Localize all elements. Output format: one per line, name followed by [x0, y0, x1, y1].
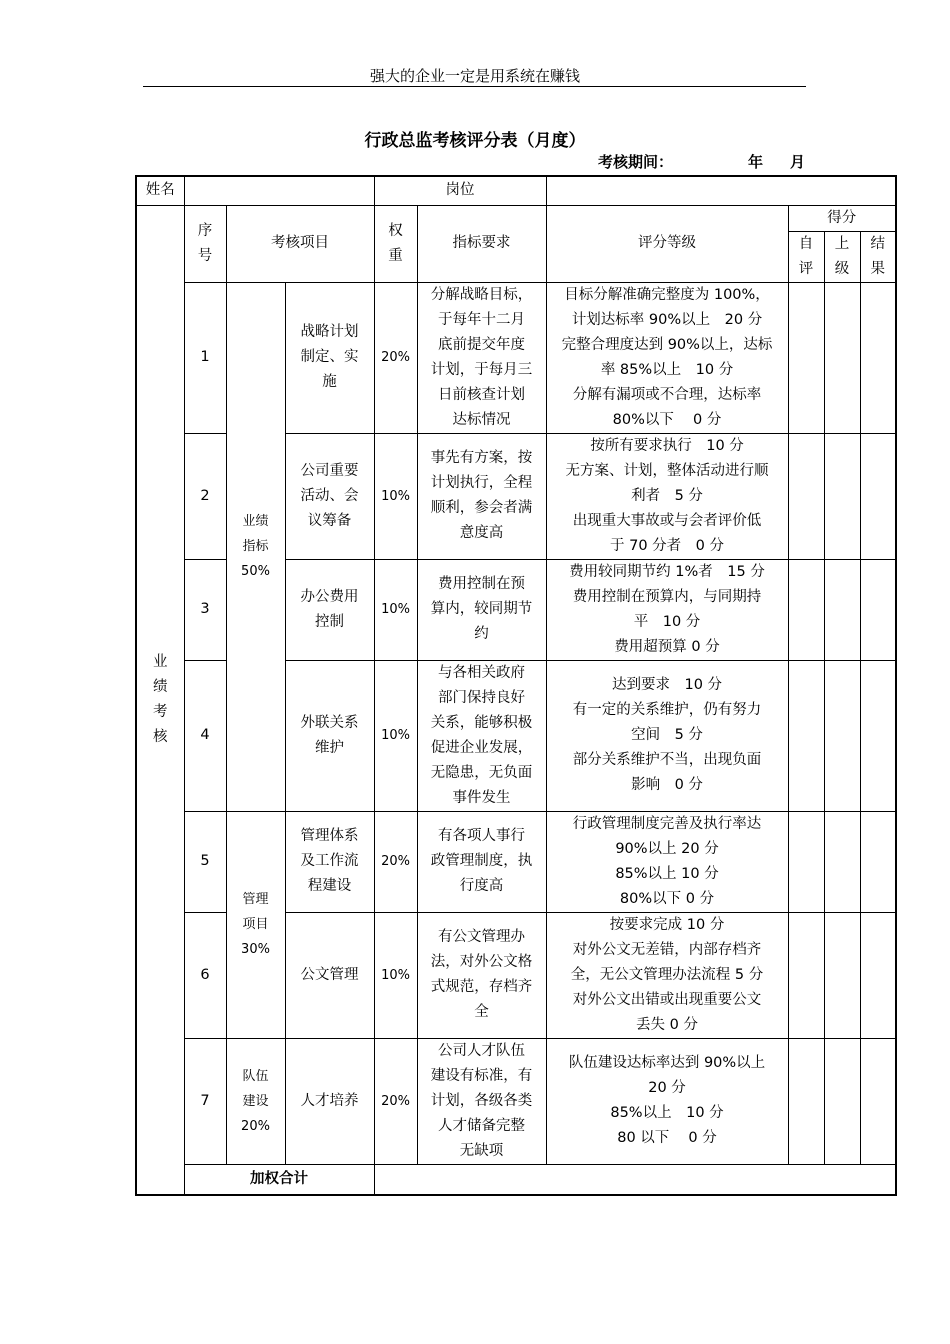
- row-grading: 目标分解准确完整度为 100%， 计划达标率 90%以上 20 分 完整合理度达到 90%以上，达标 率 85%以上 10 分 分解有漏项或不合理，达标率 80%以下 0 分: [546, 282, 788, 433]
- row-seq: 5: [184, 811, 226, 912]
- self-score-cell[interactable]: [788, 811, 824, 912]
- column-header-self: 自 评: [788, 231, 824, 282]
- info-row: [136, 176, 896, 205]
- column-header-item: 考核项目: [226, 205, 374, 282]
- row-grading: 费用较同期节约 1%者 15 分 费用控制在预算内，与同期持 平 10 分 费用超预算 0 分: [546, 559, 788, 660]
- period-year: 年: [748, 153, 764, 171]
- self-score-cell[interactable]: [788, 433, 824, 559]
- total-row: [136, 1164, 896, 1195]
- row-requirement: 与各相关政府 部门保持良好 关系，能够积极 促进企业发展， 无隐患，无负面 事件发生: [417, 660, 546, 811]
- row-weight: 10%: [374, 912, 417, 1038]
- row-item: 外联关系 维护: [285, 660, 374, 811]
- superior-score-cell[interactable]: [824, 282, 860, 433]
- column-header-requirement: 指标要求: [417, 205, 546, 282]
- row-requirement: 分解战略目标， 于每年十二月 底前提交年度 计划，于每月三 日前核查计划 达标情况: [417, 282, 546, 433]
- self-score-cell[interactable]: [788, 1038, 824, 1164]
- row-seq: 4: [184, 660, 226, 811]
- period-label: 考核期间：: [598, 153, 674, 171]
- row-item: 办公费用 控制: [285, 559, 374, 660]
- result-score-cell[interactable]: [860, 1038, 896, 1164]
- page-header-text: 强大的企业一定是用系统在赚钱: [369, 67, 580, 85]
- column-header-weight: 权 重: [374, 205, 417, 282]
- row-weight: 10%: [374, 433, 417, 559]
- superior-score-cell[interactable]: [824, 912, 860, 1038]
- row-grading: 按要求完成 10 分 对外公文无差错，内部存档齐 全，无公文管理办法流程 5 分 对外公文出错或出现重要公文 丢失 0 分: [546, 912, 788, 1038]
- row-requirement: 有公文管理办 法，对外公文格 式规范，存档齐 全: [417, 912, 546, 1038]
- column-header-score: 得分: [788, 205, 896, 231]
- table-row: [136, 1038, 896, 1164]
- table-row: [136, 282, 896, 433]
- superior-score-cell[interactable]: [824, 811, 860, 912]
- row-item: 公司重要 活动、会 议筹备: [285, 433, 374, 559]
- row-seq: 3: [184, 559, 226, 660]
- total-value-cell[interactable]: [374, 1164, 896, 1195]
- column-header-grading: 评分等级: [546, 205, 788, 282]
- evaluation-table: [135, 175, 897, 1196]
- post-value: [546, 176, 896, 205]
- document-title: 行政总监考核评分表（月度）: [364, 131, 586, 151]
- post-label: 岗位: [374, 176, 546, 205]
- row-seq: 2: [184, 433, 226, 559]
- superior-score-cell[interactable]: [824, 433, 860, 559]
- row-grading: 达到要求 10 分 有一定的关系维护，仍有努力 空间 5 分 部分关系维护不当，出现负面 影响 0 分: [546, 660, 788, 811]
- column-header-seq: 序 号: [184, 205, 226, 282]
- row-requirement: 费用控制在预 算内，较同期节 约: [417, 559, 546, 660]
- row-weight: 10%: [374, 559, 417, 660]
- result-score-cell[interactable]: [860, 559, 896, 660]
- row-weight: 20%: [374, 1038, 417, 1164]
- column-header-superior: 上 级: [824, 231, 860, 282]
- self-score-cell[interactable]: [788, 660, 824, 811]
- superior-score-cell[interactable]: [824, 1038, 860, 1164]
- result-score-cell[interactable]: [860, 660, 896, 811]
- column-header-result: 结 果: [860, 231, 896, 282]
- row-item: 人才培养: [285, 1038, 374, 1164]
- row-seq: 6: [184, 912, 226, 1038]
- total-label: 加权合计: [184, 1164, 374, 1195]
- row-grading: 按所有要求执行 10 分 无方案、计划，整体活动进行顺 利者 5 分 出现重大事故或与会者评价低 于 70 分者 0 分: [546, 433, 788, 559]
- row-grading: 队伍建设达标率达到 90%以上 20 分 85%以上 10 分 80 以下 0 分: [546, 1038, 788, 1164]
- row-item: 管理体系 及工作流 程建设: [285, 811, 374, 912]
- section-label-performance-review: 业 绩 考 核: [136, 205, 184, 1195]
- row-grading: 行政管理制度完善及执行率达 90%以上 20 分 85%以上 10 分 80%以下 0 分: [546, 811, 788, 912]
- row-requirement: 事先有方案，按 计划执行，全程 顺利，参会者满 意度高: [417, 433, 546, 559]
- row-weight: 20%: [374, 811, 417, 912]
- row-weight: 20%: [374, 282, 417, 433]
- row-requirement: 公司人才队伍 建设有标准，有 计划，各级各类 人才储备完整 无缺项: [417, 1038, 546, 1164]
- row-item: 公文管理: [285, 912, 374, 1038]
- superior-score-cell[interactable]: [824, 559, 860, 660]
- self-score-cell[interactable]: [788, 282, 824, 433]
- result-score-cell[interactable]: [860, 811, 896, 912]
- name-label: 姓名: [136, 176, 184, 205]
- row-weight: 10%: [374, 660, 417, 811]
- period-month: 月: [790, 153, 806, 171]
- self-score-cell[interactable]: [788, 912, 824, 1038]
- result-score-cell[interactable]: [860, 433, 896, 559]
- group-label-management: 管理 项目 30%: [226, 811, 285, 1038]
- table-row: [136, 811, 896, 912]
- group-label-team-building: 队伍 建设 20%: [226, 1038, 285, 1164]
- column-header-row: [136, 205, 896, 231]
- header-divider: [143, 86, 806, 87]
- self-score-cell[interactable]: [788, 559, 824, 660]
- result-score-cell[interactable]: [860, 282, 896, 433]
- row-item: 战略计划 制定、实 施: [285, 282, 374, 433]
- superior-score-cell[interactable]: [824, 660, 860, 811]
- name-value: [184, 176, 374, 205]
- row-seq: 7: [184, 1038, 226, 1164]
- row-requirement: 有各项人事行 政管理制度，执 行度高: [417, 811, 546, 912]
- result-score-cell[interactable]: [860, 912, 896, 1038]
- row-seq: 1: [184, 282, 226, 433]
- group-label-performance: 业绩 指标 50%: [226, 282, 285, 811]
